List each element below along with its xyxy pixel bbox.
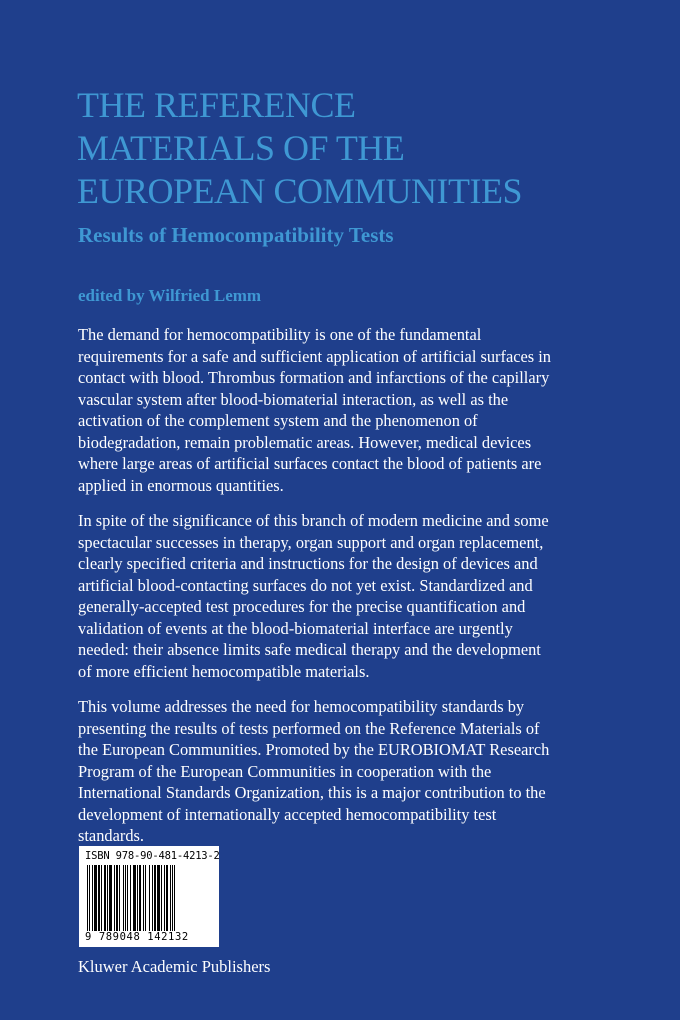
barcode-bar [154, 865, 156, 931]
text-line: development of internationally accepted hemocompatibility test [78, 804, 497, 824]
text-line: International Standards Organization, this is a major contribution to the [78, 783, 546, 802]
text-line: the European Communities. Promoted by the EUROBIOMAT Research [78, 740, 550, 759]
barcode-bar [119, 865, 120, 931]
isbn-number: ISBN 978-90-481-4213-2 [85, 850, 220, 862]
text-line: artificial blood-contacting surfaces do not yet exist. Standardized and [78, 575, 533, 595]
barcode-bar [161, 865, 162, 931]
barcode-bar [87, 865, 88, 931]
barcode-bar [172, 865, 173, 931]
barcode-bar [166, 865, 168, 931]
barcode-bar [174, 865, 175, 931]
barcode-bar [130, 865, 131, 931]
text-line: where large areas of artificial surfaces contact the blood of patients are [78, 454, 542, 473]
text-line: validation of events at the blood-biomaterial interface are urgently [78, 618, 513, 638]
text-line: requirements for a safe and sufficient application of artificial surfaces in [78, 346, 552, 366]
barcode-bar [94, 865, 97, 931]
text-line: of more efficient hemocompatible materials. [78, 661, 370, 681]
text-line: clearly specified criteria and instructions for the design of devices and [78, 554, 538, 573]
barcode-bar [107, 865, 108, 931]
text-line: presenting the results of tests performed on the Reference Materials of [78, 718, 540, 738]
barcode-bar [116, 865, 118, 931]
isbn-barcode [79, 846, 219, 947]
barcode-bar [123, 865, 124, 931]
ean-digits: 9 789048 142132 [85, 931, 189, 943]
text-line: standards. [78, 826, 145, 845]
title-line: MATERIALS OF THE [77, 128, 405, 168]
barcode-bar [127, 865, 128, 931]
barcode-bar [157, 865, 160, 931]
text-line: In spite of the significance of this branch of modern medicine and some [78, 511, 549, 530]
barcode-bar [152, 865, 153, 931]
blurb-paragraph-3 [78, 696, 618, 847]
title-line: THE REFERENCE [77, 85, 356, 125]
barcode-bar [114, 865, 115, 931]
text-line: biodegradation, remain problematic areas. However, medical devices [78, 432, 532, 452]
editor-credit: edited by Wilfried Lemm [78, 286, 262, 305]
barcode-bar [125, 865, 126, 931]
blurb-paragraph-1 [78, 324, 618, 496]
text-line: contact with blood. Thrombus formation and infarctions of the capillary [78, 368, 550, 387]
barcode-bar [145, 865, 146, 931]
barcode-bars [85, 865, 213, 931]
barcode-bar [92, 865, 93, 931]
barcode-bar [170, 865, 171, 931]
text-line: needed: their absence limits safe medical therapy and the development [78, 640, 541, 659]
barcode-bar [104, 865, 106, 931]
barcode-bar [98, 865, 100, 931]
barcode-bar [164, 865, 165, 931]
book-subtitle: Results of Hemocompatibility Tests [78, 223, 394, 247]
publisher-name: Kluwer Academic Publishers [78, 957, 271, 976]
blurb-paragraph-2 [78, 510, 618, 682]
text-line: generally-accepted test procedures for the precise quantification and [78, 597, 526, 616]
text-line: The demand for hemocompatibility is one of the fundamental [78, 325, 482, 344]
title-line: EUROPEAN COMMUNITIES [77, 171, 523, 211]
barcode-bar [101, 865, 102, 931]
text-line: applied in enormous quantities. [78, 475, 284, 495]
barcode-bar [143, 865, 144, 931]
text-line: activation of the complement system and the phenomenon of [78, 411, 478, 430]
book-title [77, 84, 637, 213]
barcode-bar [139, 865, 141, 931]
text-line: Program of the European Communities in cooperation with the [78, 761, 492, 781]
barcode-bar [149, 865, 150, 931]
text-line: This volume addresses the need for hemocompatibility standards by [78, 697, 525, 716]
barcode-bar [137, 865, 138, 931]
text-line: spectacular successes in therapy, organ support and organ replacement, [78, 532, 544, 552]
barcode-bar [133, 865, 136, 931]
barcode-bar [109, 865, 112, 931]
text-line: vascular system after blood-biomaterial interaction, as well as the [78, 389, 509, 409]
barcode-bar [89, 865, 90, 931]
